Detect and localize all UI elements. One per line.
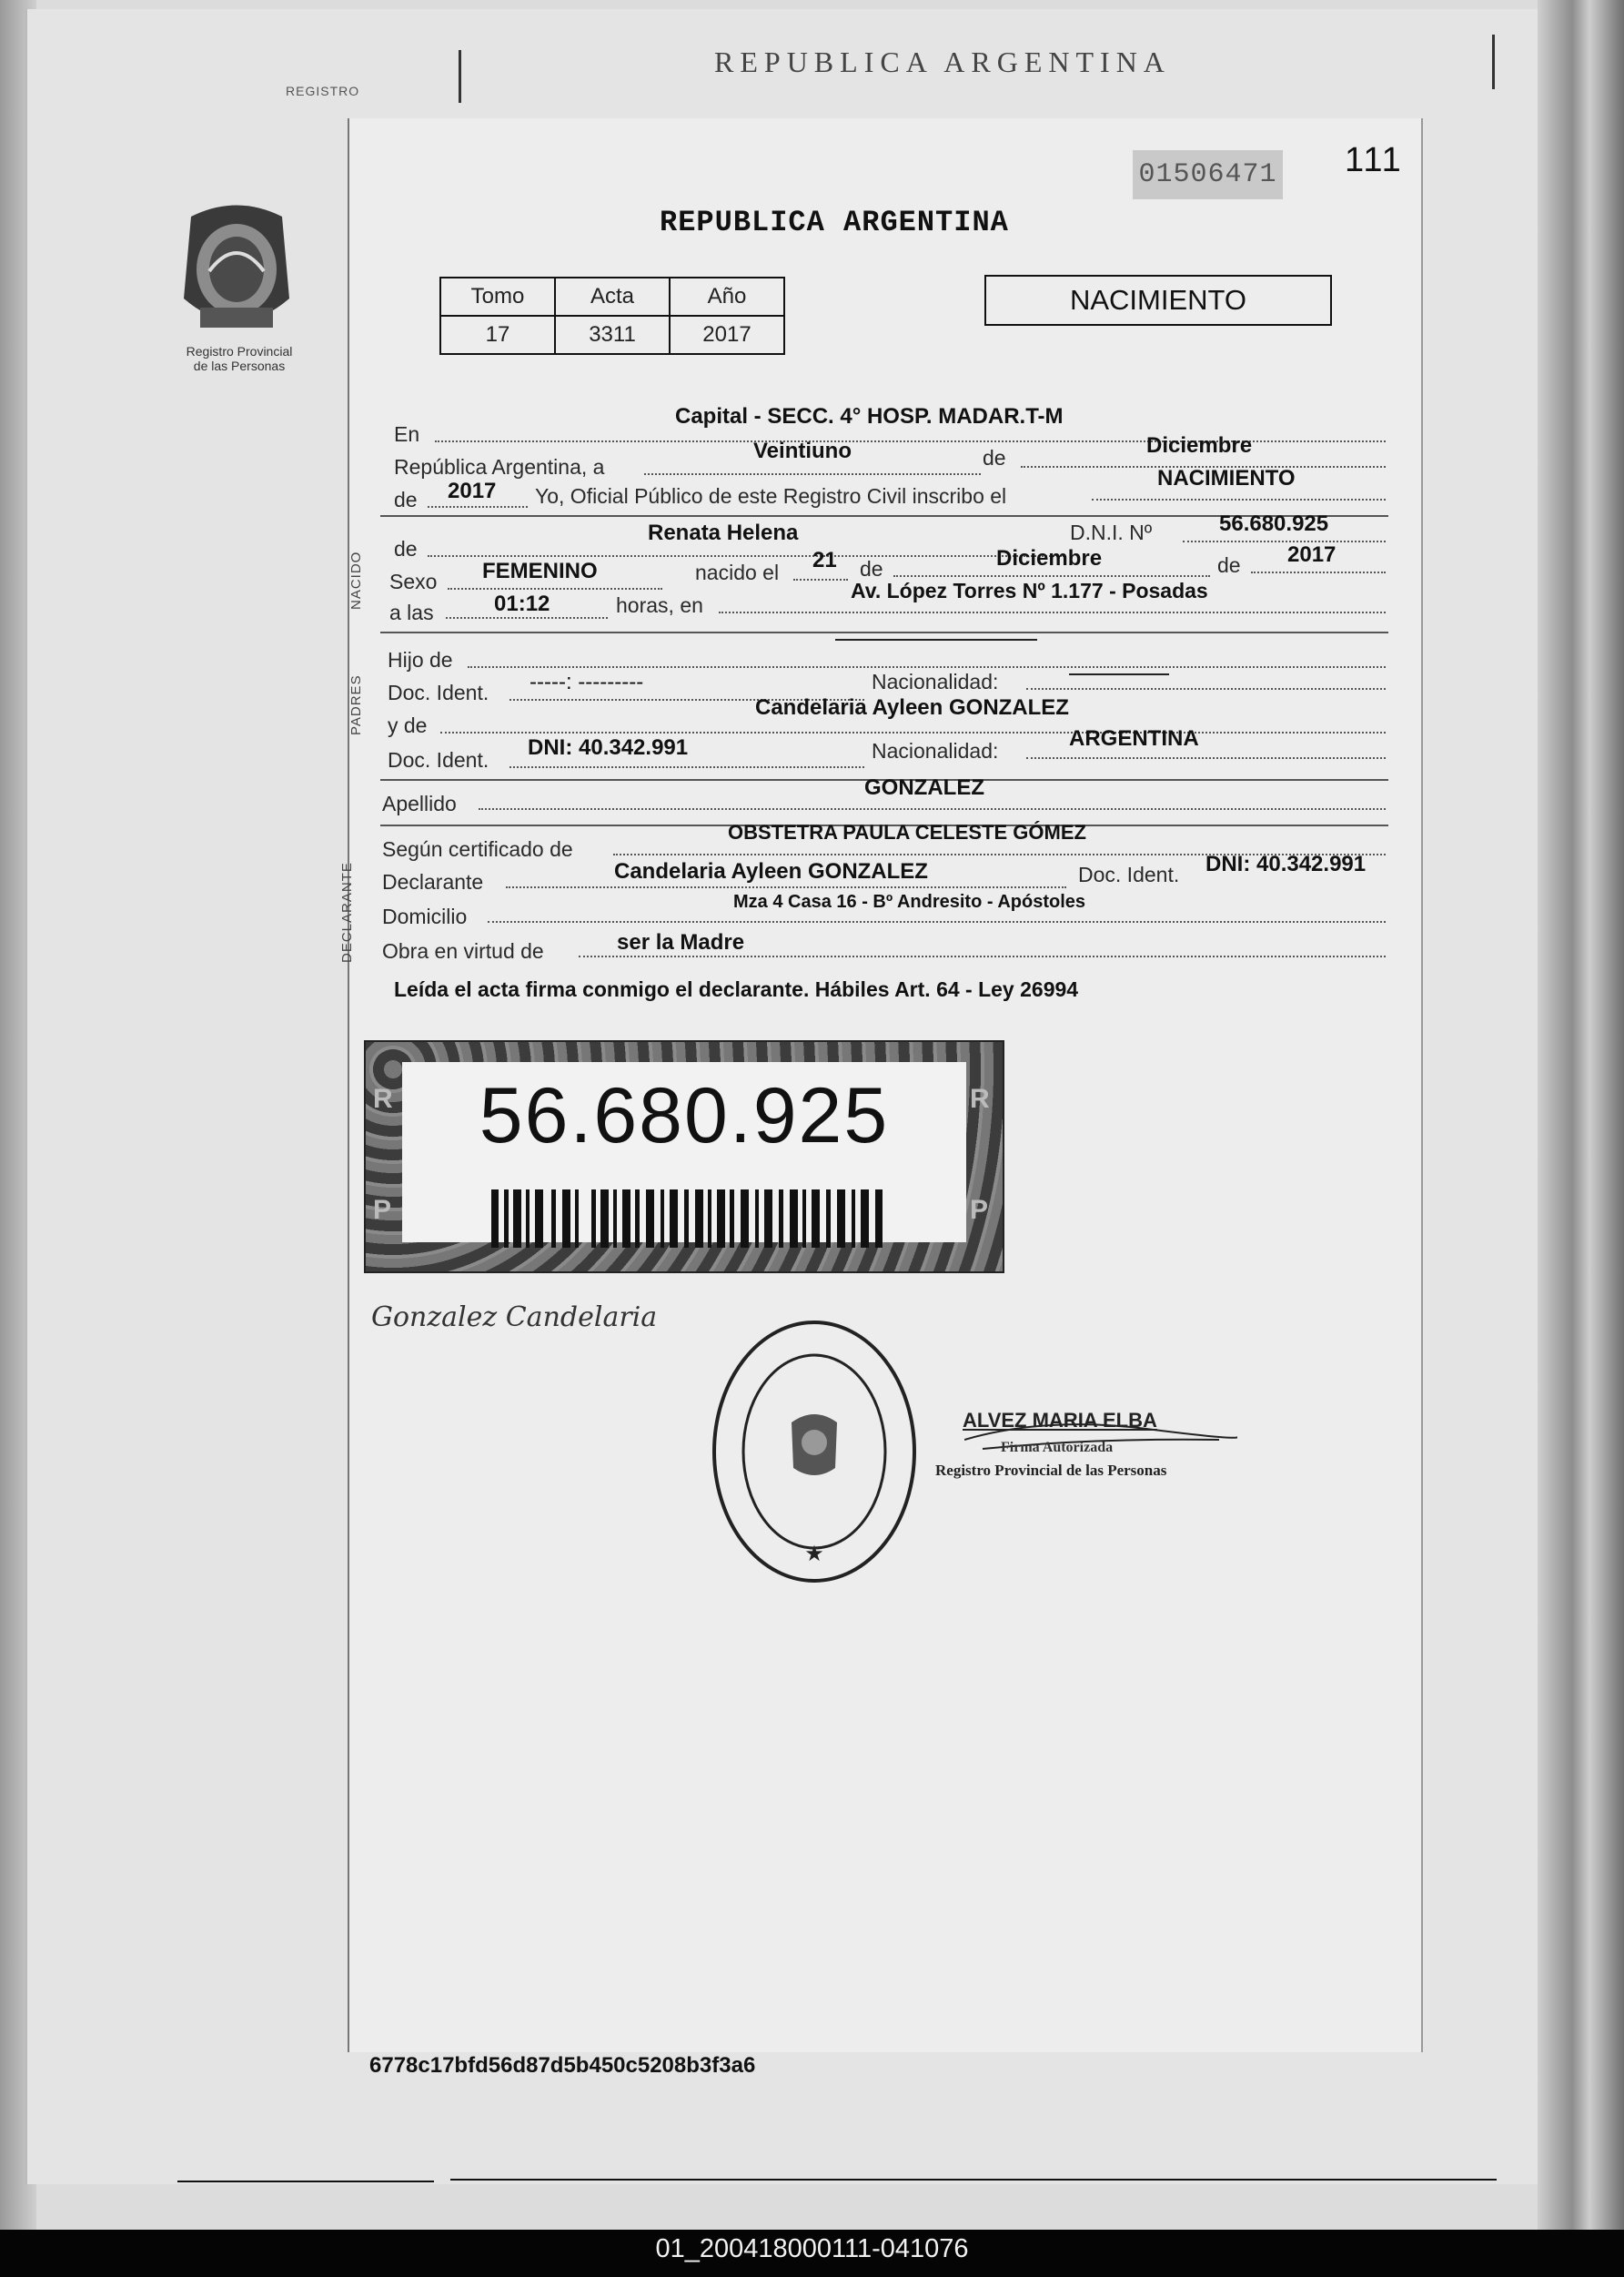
emblem-caption-line1: Registro Provincial: [186, 344, 293, 359]
stamp-star: ★: [804, 1541, 824, 1566]
label-declarante: Declarante: [382, 870, 484, 894]
dotted-line: [468, 666, 1386, 668]
value-declarante: Candelaria Ayleen GONZALEZ: [614, 859, 928, 884]
label-obra: Obra en virtud de: [382, 939, 544, 963]
value-hora: 01:12: [494, 592, 550, 616]
value-dia: Veintiuno: [753, 439, 852, 463]
bottom-rule-left: [177, 2181, 434, 2182]
label-hijo-de: Hijo de: [388, 648, 453, 672]
scan-file-id: 01_200418000111-041076: [655, 2234, 969, 2263]
folio-header-small-stamp: REGISTRO: [286, 84, 360, 98]
table-header-tomo: Tomo: [440, 278, 555, 316]
label-en: En: [394, 422, 420, 446]
dotted-line: [509, 766, 864, 768]
signer-organization: Registro Provincial de las Personas: [935, 1462, 1167, 1479]
emblem-caption: [162, 344, 317, 373]
label-a-las: a las: [389, 601, 434, 624]
table-value-acta: 3311: [555, 316, 670, 354]
dotted-line: [579, 956, 1386, 957]
dotted-line: [1026, 757, 1386, 759]
dotted-line: [1183, 541, 1386, 542]
value-lugar-nac: Av. López Torres Nº 1.177 - Posadas: [851, 579, 1208, 602]
handwritten-signature-declarante: Gonzalez Candelaria: [371, 1301, 658, 1333]
label-y-de: y de: [388, 713, 428, 737]
label-doc-ident-3: Doc. Ident.: [1078, 863, 1180, 886]
dotted-line: [488, 921, 1386, 923]
label-horas-en: horas, en: [616, 593, 703, 617]
value-madre-nac: ARGENTINA: [1069, 726, 1199, 751]
table-header-acta: Acta: [555, 278, 670, 316]
table-header-anio: Año: [670, 278, 784, 316]
dni-sticker-number: 56.680.925: [479, 1072, 890, 1159]
label-segun: Según certificado de: [382, 837, 573, 861]
value-anio-nac: 2017: [1287, 542, 1337, 567]
label-apellido: Apellido: [382, 792, 457, 815]
dotted-line: [793, 579, 848, 581]
official-seal-stamp: [710, 1315, 919, 1588]
folio-header-title: REPUBLICA ARGENTINA: [714, 46, 1171, 78]
label-dni: D.N.I. Nº: [1070, 521, 1153, 544]
value-dni: 56.680.925: [1219, 511, 1329, 536]
signer-name: ALVEZ MARIA ELBA: [963, 1409, 1157, 1432]
label-nacionalidad-2: Nacionalidad:: [872, 739, 999, 763]
value-madre-doc: DNI: 40.342.991: [528, 735, 689, 760]
header-divider-left: [459, 50, 461, 103]
label-doc-ident-2: Doc. Ident.: [388, 748, 489, 772]
barcode: [491, 1189, 883, 1248]
emblem-caption-line2: de las Personas: [193, 359, 286, 373]
dotted-line: [428, 506, 528, 508]
label-de-name: de: [394, 537, 418, 561]
dotted-line: [440, 732, 1386, 734]
value-mes-nac: Diciembre: [996, 546, 1103, 571]
side-label-padres: PADRES: [348, 674, 364, 735]
dotted-line: [448, 588, 662, 590]
certificate-type-box: NACIMIENTO: [984, 275, 1332, 326]
dotted-line: [644, 473, 981, 475]
dotted-line: [1251, 572, 1386, 573]
value-domicilio: Mza 4 Casa 16 - Bº Andresito - Apóstoles: [733, 892, 1086, 912]
document-hash: 6778c17bfd56d87d5b450c5208b3f3a6: [369, 2053, 756, 2078]
label-republica: República Argentina, a: [394, 455, 605, 479]
dotted-line: [446, 617, 608, 619]
value-declarante-doc: DNI: 40.342.991: [1205, 852, 1367, 876]
value-dia-nac: 21: [812, 548, 837, 572]
label-nacionalidad-1: Nacionalidad:: [872, 670, 999, 693]
value-certificado: OBSTETRA PAULA CELESTE GÓMEZ: [728, 821, 1086, 844]
dotted-line: [719, 612, 1386, 613]
dotted-line: [506, 886, 1066, 888]
dotted-line: [1092, 499, 1386, 501]
dni-sticker-panel: [402, 1062, 966, 1242]
value-obra: ser la Madre: [617, 930, 745, 955]
dotted-line: [893, 575, 1210, 577]
binder-edge: [1538, 0, 1624, 2230]
label-nacido-el: nacido el: [695, 561, 780, 584]
sticker-corner-letter: P: [373, 1195, 392, 1225]
value-padre-doc: -----: ---------: [530, 670, 644, 694]
label-oficial: Yo, Oficial Público de este Registro Civil inscribo el: [535, 484, 1007, 508]
dotted-line: [428, 555, 1064, 557]
label-de-year: de: [394, 488, 418, 511]
label-doc-ident-1: Doc. Ident.: [388, 681, 489, 704]
dotted-line: [479, 808, 1386, 810]
signer-role: Firma Autorizada: [1001, 1440, 1114, 1455]
sticker-corner-letter: R: [970, 1084, 990, 1114]
legal-note: Leída el acta firma conmigo el declarante. Hábiles Art. 64 - Ley 26994: [394, 977, 1079, 1001]
table-value-anio: 2017: [670, 316, 784, 354]
registry-table: [439, 277, 785, 355]
value-apellido: GONZALEZ: [864, 775, 984, 800]
value-mes: Diciembre: [1146, 433, 1253, 458]
coat-of-arms-emblem: [173, 198, 300, 353]
bottom-rule-right: [450, 2179, 1497, 2181]
section-divider: [380, 632, 1388, 633]
value-sexo: FEMENINO: [482, 559, 598, 583]
page-number: 111: [1345, 141, 1403, 179]
label-domicilio: Domicilio: [382, 905, 468, 928]
value-madre: Candelaria Ayleen GONZALEZ: [755, 695, 1069, 720]
dotted-line: [1026, 688, 1386, 690]
serial-number: 01506471: [1133, 150, 1283, 199]
header-divider-right: [1492, 35, 1495, 89]
label-sexo: Sexo: [389, 570, 438, 593]
side-label-nacido: NACIDO: [348, 551, 364, 610]
form-title: REPUBLICA ARGENTINA: [660, 206, 1009, 239]
value-nombre: Renata Helena: [648, 521, 799, 545]
label-de-c: de: [1217, 553, 1241, 577]
label-de-b: de: [860, 557, 883, 581]
label-de: de: [983, 446, 1006, 470]
value-acto: NACIMIENTO: [1157, 466, 1296, 491]
value-lugar: Capital - SECC. 4° HOSP. MADAR.T-M: [675, 404, 1064, 429]
sticker-corner-letter: R: [373, 1084, 393, 1114]
padre-nac-dash: [1069, 673, 1169, 675]
padre-name-dash: [835, 639, 1037, 641]
dni-sticker: [364, 1040, 1004, 1273]
sticker-corner-letter: P: [970, 1195, 989, 1225]
value-anio: 2017: [448, 479, 497, 503]
side-label-declarante: DECLARANTE: [339, 862, 355, 963]
table-value-tomo: 17: [440, 316, 555, 354]
